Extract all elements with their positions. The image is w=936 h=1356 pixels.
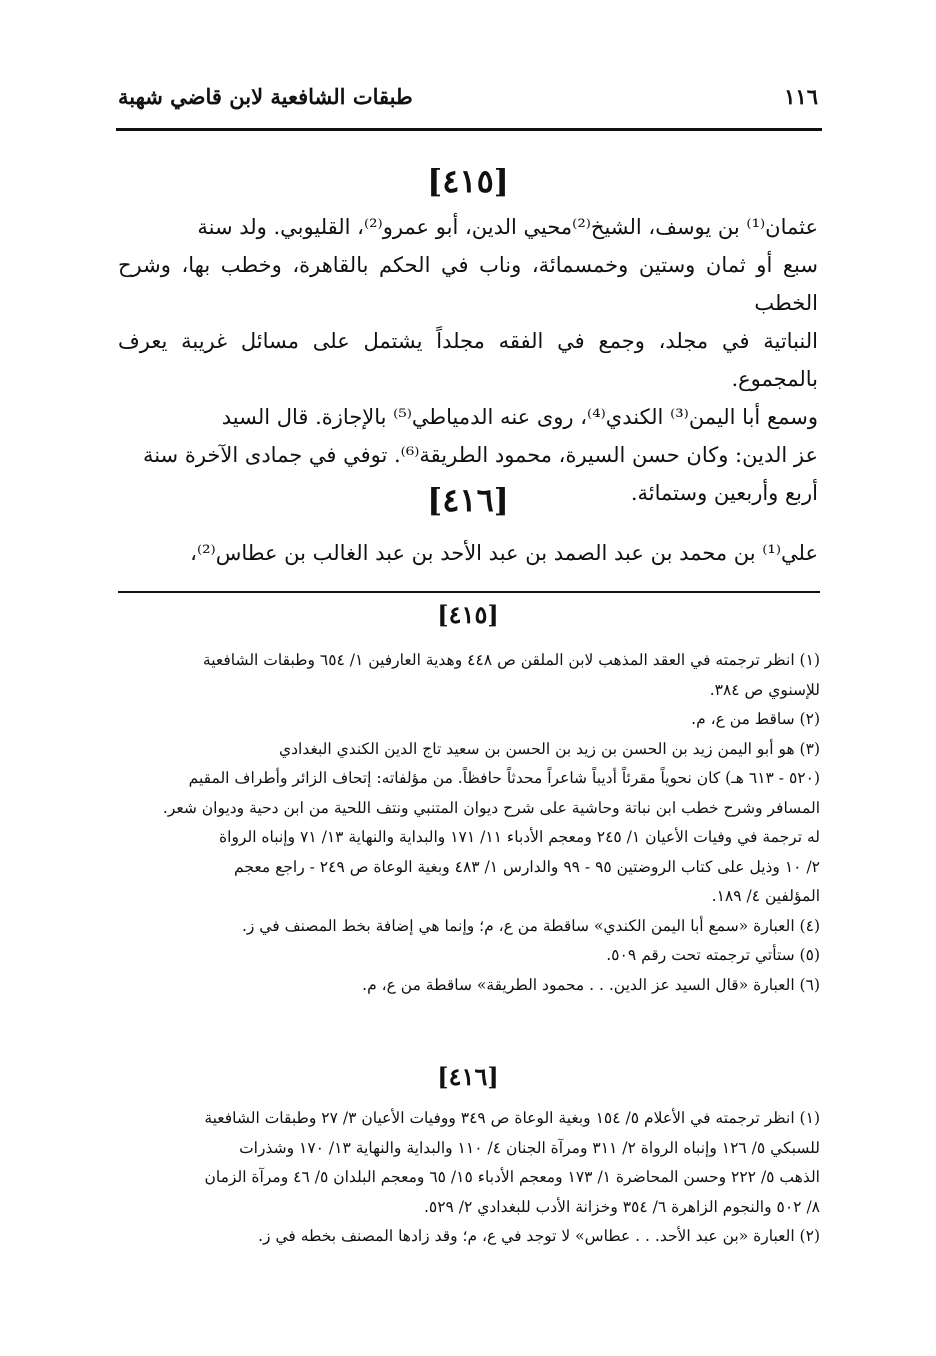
entry-415-line: عثمان⁽¹⁾ بن يوسف، الشيخ⁽²⁾محيي الدين، أبو عمرو⁽²⁾، القليوبي. ولد سنة	[197, 215, 818, 239]
entry-415-line: النباتية في مجلد، وجمع في الفقه مجلداً يشتمل على مسائل غريبة يعرف بالمجموع.	[118, 329, 818, 391]
footnote-line: (٥) ستأتي ترجمته تحت رقم ٥٠٩.	[606, 946, 820, 964]
entry-416-line: علي⁽¹⁾ بن محمد بن عبد الصمد بن عبد الأحد بن عبد الغالب بن عطاس⁽²⁾،	[190, 541, 818, 565]
footnote-heading-416: [٤١٦]	[437, 1062, 499, 1091]
entry-number-416: [٤١٦]	[427, 481, 509, 519]
footnote-line: (١) انظر ترجمته في الأعلام ٥/ ١٥٤ وبغية الوعاة ص ٣٤٩ ووفيات الأعيان ٣/ ٢٧ وطبقات الشافعية	[204, 1109, 820, 1127]
footnote-line: (٢) العبارة «بن عبد الأحد. . . عطاس» لا توجد في ع، م؛ وقد زادها المصنف بخطه في ز.	[258, 1227, 820, 1245]
footnote-line: للسبكي ٥/ ١٢٦ وإنباه الرواة ٢/ ٣١١ ومرآة الجنان ٤/ ١١٠ والبداية والنهاية ١٣/ ١٧٠ وشذرات	[239, 1138, 820, 1157]
footnotes-416	[118, 1104, 820, 1252]
footnote-line: ٢/ ١٠ وذيل على كتاب الروضتين ٩٥ - ٩٩ والدارس ١/ ٤٨٣ وبغية الوعاة ص ٢٤٩ - راجع معجم	[234, 857, 820, 876]
header-rule	[116, 128, 822, 131]
footnote-line: المؤلفين ٤/ ١٨٩.	[711, 887, 820, 905]
entry-415-line: عز الدين: وكان حسن السيرة، محمود الطريقة⁽⁶⁾. توفي في جمادى الآخرة سنة	[142, 443, 818, 467]
footnote-line: (٢) ساقط من ع، م.	[691, 710, 820, 728]
footnote-line: للإسنوي ص ٣٨٤.	[709, 680, 820, 699]
footnote-line: (٥٢٠ - ٦١٣ هـ) كان نحوياً مقرئاً أديباً شاعراً محدثاً حافظاً. من مؤلفاته: إتحاف الزائر وأطراف المقيم	[188, 769, 820, 787]
footnote-line: (٤) العبارة «سمع أبا اليمن الكندي» ساقطة من ع، م؛ وإنما هي إضافة بخط المصنف في ز.	[241, 916, 820, 935]
footnote-line: (٣) هو أبو اليمن زيد بن الحسن بن زيد بن الحسن بن سعيد تاج الدين الكندي البغدادي	[279, 739, 820, 758]
footnote-line: المسافر وشرح خطب ابن نباتة وحاشية على شرح ديوان المتنبي ونتف اللحية من ابن دحية وديوان شعر.	[162, 798, 820, 817]
running-title: طبقات الشافعية لابن قاضي شهبة	[118, 84, 413, 109]
footnote-line: له ترجمة في وفيات الأعيان ١/ ٢٤٥ ومعجم الأدباء ١١/ ١٧١ والبداية والنهاية ١٣/ ٧١ وإنباه الرواة	[219, 828, 820, 846]
footnote-heading-415: [٤١٥]	[437, 600, 499, 629]
running-header	[118, 78, 818, 118]
footnote-line: (٦) العبارة «قال السيد عز الدين. . . محمود الطريقة» ساقطة من ع، م.	[362, 975, 820, 994]
entry-number-415: [٤١٥]	[427, 162, 509, 200]
entry-415-line: وسمع أبا اليمن⁽³⁾ الكندي⁽⁴⁾، روى عنه الدمياطي⁽⁵⁾ بالإجازة. قال السيد	[221, 405, 818, 429]
footnotes-415	[118, 646, 820, 1000]
footnote-line: ٨/ ٥٠٢ والنجوم الزاهرة ٦/ ٣٥٤ وخزانة الأدب للبغدادي ٢/ ٥٢٩.	[423, 1197, 820, 1216]
footnote-line: الذهب ٥/ ٢٢٢ وحسن المحاضرة ١/ ١٧٣ ومعجم الأدباء ١٥/ ٦٥ ومعجم البلدان ٥/ ٤٦ ومرآة الزمان	[204, 1168, 820, 1186]
entry-416-text	[118, 534, 818, 572]
page-number: ١١٦	[784, 84, 818, 109]
entry-415-line: سبع أو ثمان وستين وخمسمائة، وناب في الحكم بالقاهرة، وخطب بها، وشرح الخطب	[118, 253, 818, 315]
footnote-rule	[118, 591, 820, 593]
entry-415-text	[118, 208, 818, 512]
entry-415-line: أربع وأربعين وستمائة.	[630, 481, 818, 505]
footnote-line: (١) انظر ترجمته في العقد المذهب لابن الملقن ص ٤٤٨ وهدية العارفين ١/ ٦٥٤ وطبقات الشافعية	[202, 651, 820, 669]
